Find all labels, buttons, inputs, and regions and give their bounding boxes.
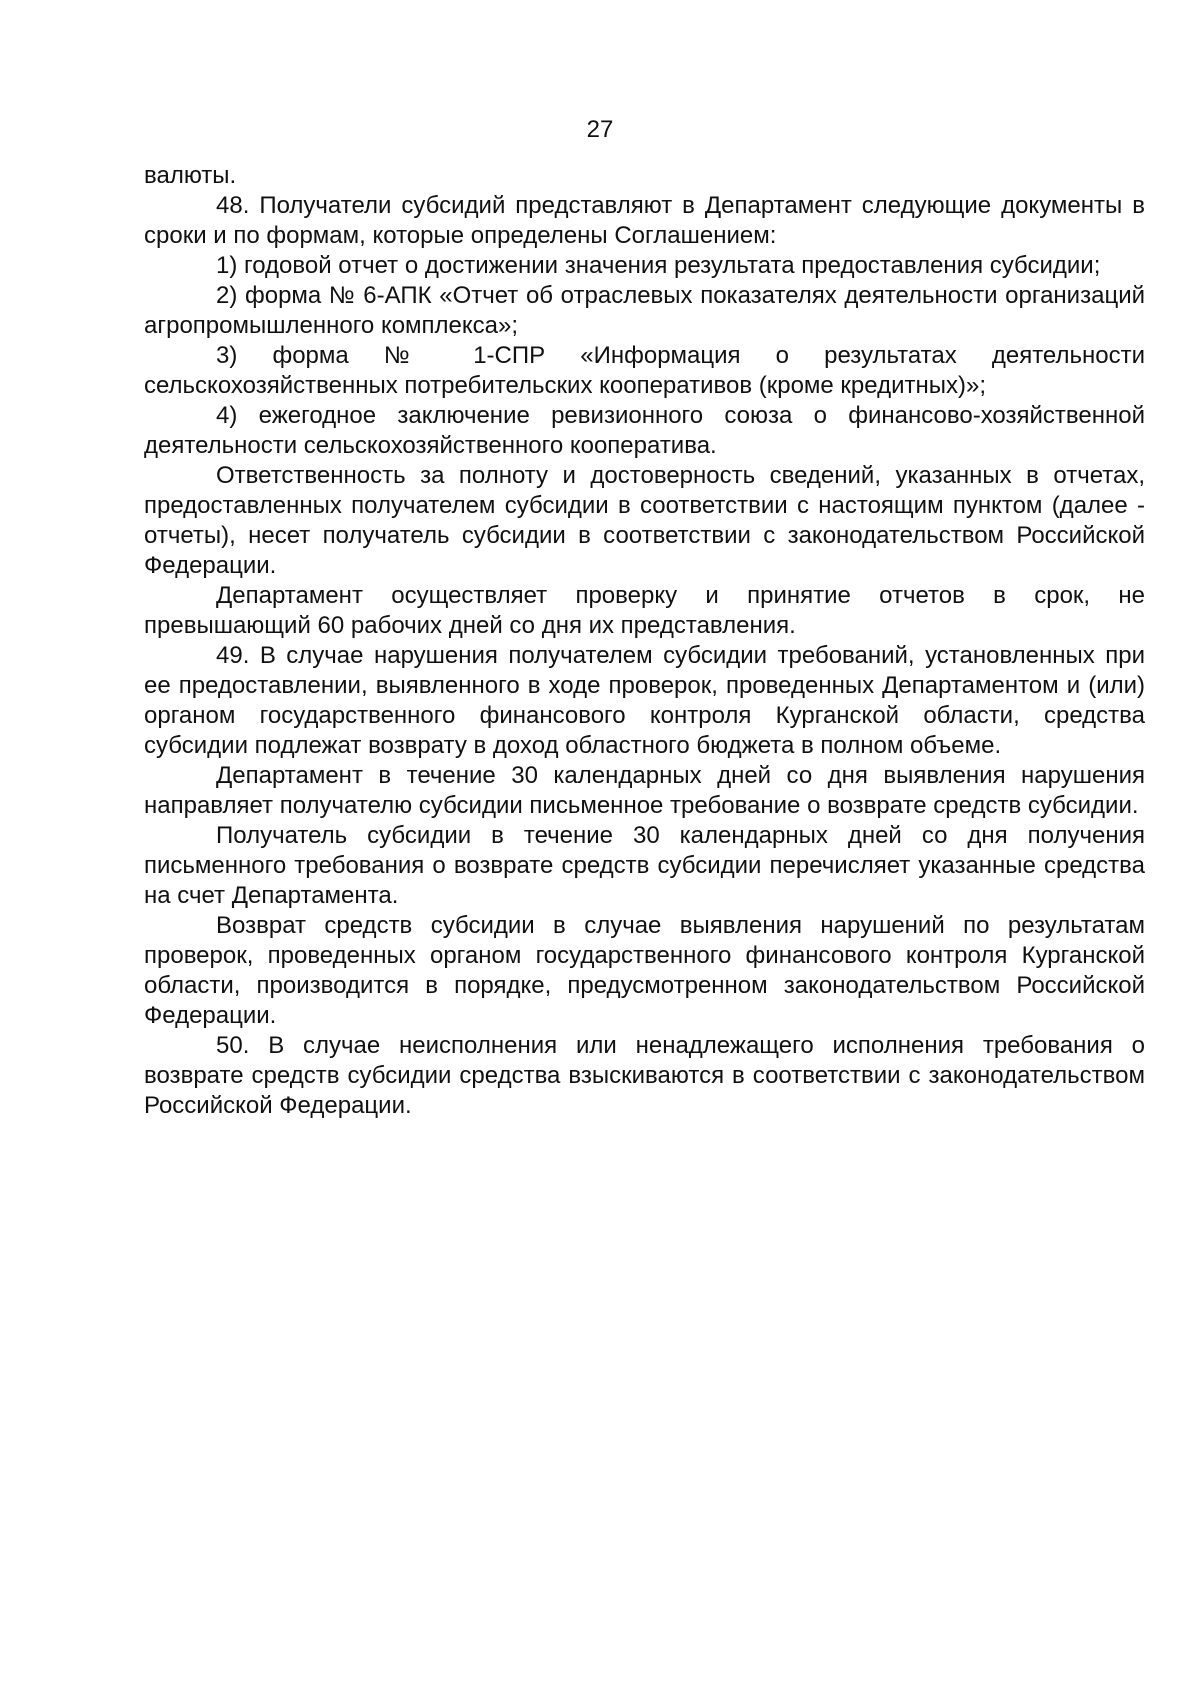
page-number: 27 [586, 116, 614, 143]
paragraph-item-49: 49. В случае нарушения получателем субсидии требований, установленных при ее предоставлении, выявленного в ходе проверок, проведенных Департаментом и (или) органом государственного финансового контроля Курганской области, средства субсидии подлежат возврату в доход областного бюджета в полном объеме. [144, 642, 1145, 759]
paragraph-item-50: 50. В случае неисполнения или ненадлежащего исполнения требования о возврате средств субсидии средства взыскиваются в соответствии с законодательством Российской Федерации. [144, 1032, 1145, 1119]
paragraph-continuation: валюты. [144, 162, 237, 189]
paragraph-item-48: 48. Получатели субсидий представляют в Департамент следующие документы в сроки и по формам, которые определены Соглашением: [144, 192, 1145, 249]
paragraph-subitem-4: 4) ежегодное заключение ревизионного союза о финансово-хозяйственной деятельности сельскохозяйственного кооператива. [144, 402, 1145, 459]
paragraph-report-review: Департамент осуществляет проверку и принятие отчетов в срок, не превышающий 60 рабочих дней со дня их представления. [144, 582, 1145, 639]
paragraph-responsibility: Ответственность за полноту и достоверность сведений, указанных в отчетах, предоставленных получателем субсидии в соответствии с настоящим пунктом (далее - отчеты), несет получатель субсидии в соответствии с законодательством Российской Федерации. [144, 462, 1145, 579]
paragraph-subitem-3: 3) форма № 1-СПР «Информация о результатах деятельности сельскохозяйственных потребительских кооперативов (кроме кредитных)»; [144, 342, 1145, 399]
paragraph-return-procedure: Возврат средств субсидии в случае выявления нарушений по результатам проверок, проведенных органом государственного финансового контроля Курганской области, производится в порядке, предусмотренном законодательством Российской Федерации. [144, 912, 1145, 1029]
paragraph-return-transfer: Получатель субсидии в течение 30 календарных дней со дня получения письменного требования о возврате средств субсидии перечисляет указанные средства на счет Департамента. [144, 822, 1145, 909]
document-body [144, 161, 1145, 1121]
paragraph-return-notice: Департамент в течение 30 календарных дней со дня выявления нарушения направляет получателю субсидии письменное требование о возврате средств субсидии. [144, 762, 1145, 819]
paragraph-subitem-1: 1) годовой отчет о достижении значения результата предоставления субсидии; [216, 252, 1101, 279]
paragraph-subitem-2: 2) форма № 6-АПК «Отчет об отраслевых показателях деятельности организаций агропромышленного комплекса»; [144, 282, 1145, 339]
